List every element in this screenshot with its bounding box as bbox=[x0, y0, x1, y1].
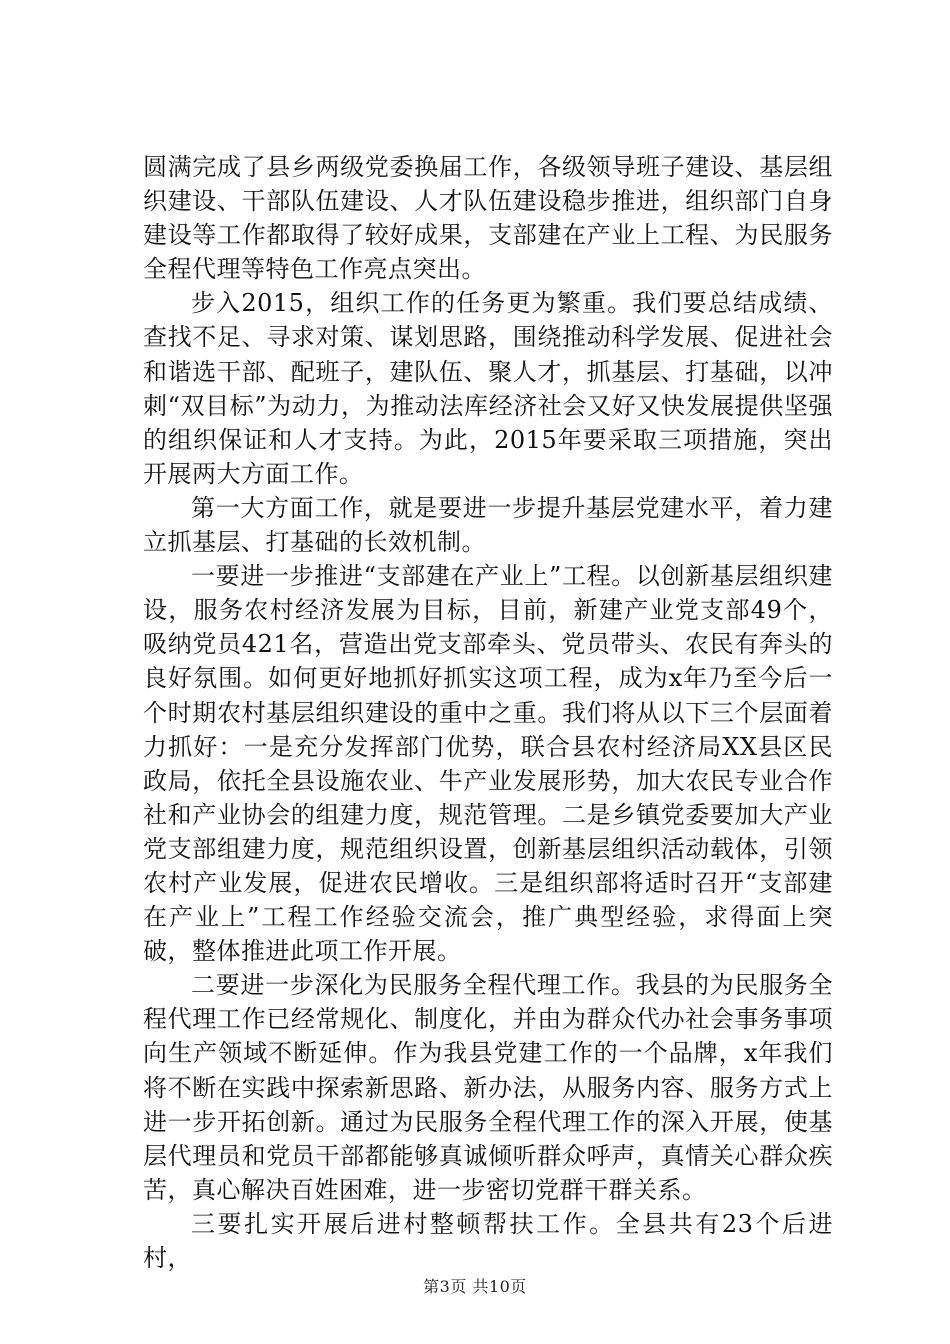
paragraph-continuation: 圆满完成了县乡两级党委换届工作，各级领导班子建设、基层组织建设、干部队伍建设、人才队伍建设稳步推进，组织部门自身建设等工作都取得了较好成果，支部建在产业上工程、为民服务全程代理等特色工作亮点突出。 bbox=[143, 153, 833, 284]
paragraph-2015-tasks: 步入2015，组织工作的任务更为繁重。我们要总结成绩、查找不足、寻求对策、谋划思路，围绕推动科学发展、促进社会和谐选干部、配班子，建队伍、聚人才，抓基层、打基础，以冲刺“双目标”为动力，为推动法库经济社会又好又快发展提供坚强的组织保证和人才支持。为此，2015年要采取三项措施，突出开展两大方面工作。 bbox=[143, 289, 833, 488]
paragraph-backward-villages: 三要扎实开展后进村整顿帮扶工作。全县共有23个后进村， bbox=[143, 1209, 833, 1272]
paragraph-branch-on-industry: 一要进一步推进“支部建在产业上”工程。以创新基层组织建设，服务农村经济发展为目标，目前，新建产业党支部49个，吸纳党员421名，营造出党支部牵头、党员带头、农民有奔头的良好氛围。如何更好地抓好抓实这项工程，成为x年乃至今后一个时期农村基层组织建设的重中之重。我们将从以下三个层面着力抓好：一是充分发挥部门优势，联合县农村经济局XX县区民政局，依托全县设施农业、牛产业发展形势，加大农民专业合作社和产业协会的组建力度，规范管理。二是乡镇党委要加大产业党支部组建力度，规范组织设置，创新基层组织活动载体，引领农村产业发展，促进农民增收。三是组织部将适时召开“支部建在产业上”工程工作经验交流会，推广典型经验，求得面上突破，整体推进此项工作开展。 bbox=[143, 562, 833, 966]
paragraph-first-aspect: 第一大方面工作，就是要进一步提升基层党建水平，着力建立抓基层、打基础的长效机制。 bbox=[143, 493, 833, 557]
paragraph-full-service-agency: 二要进一步深化为民服务全程代理工作。我县的为民服务全程代理工作已经常规化、制度化，并由为群众代办社会事务事项向生产领域不断延伸。作为我县党建工作的一个品牌，x年我们将不断在实践中探索新思路、新办法，从服务内容、服务方式上进一步开拓创新。通过为民服务全程代理工作的深入开展，使基层代理员和党员干部都能够真诚倾听群众呼声，真情关心群众疾苦，真心解决百姓困难，进一步密切党群干群关系。 bbox=[143, 971, 833, 1204]
document-body bbox=[143, 150, 833, 1275]
page-number-footer: 第3页 共10页 bbox=[423, 1277, 527, 1296]
